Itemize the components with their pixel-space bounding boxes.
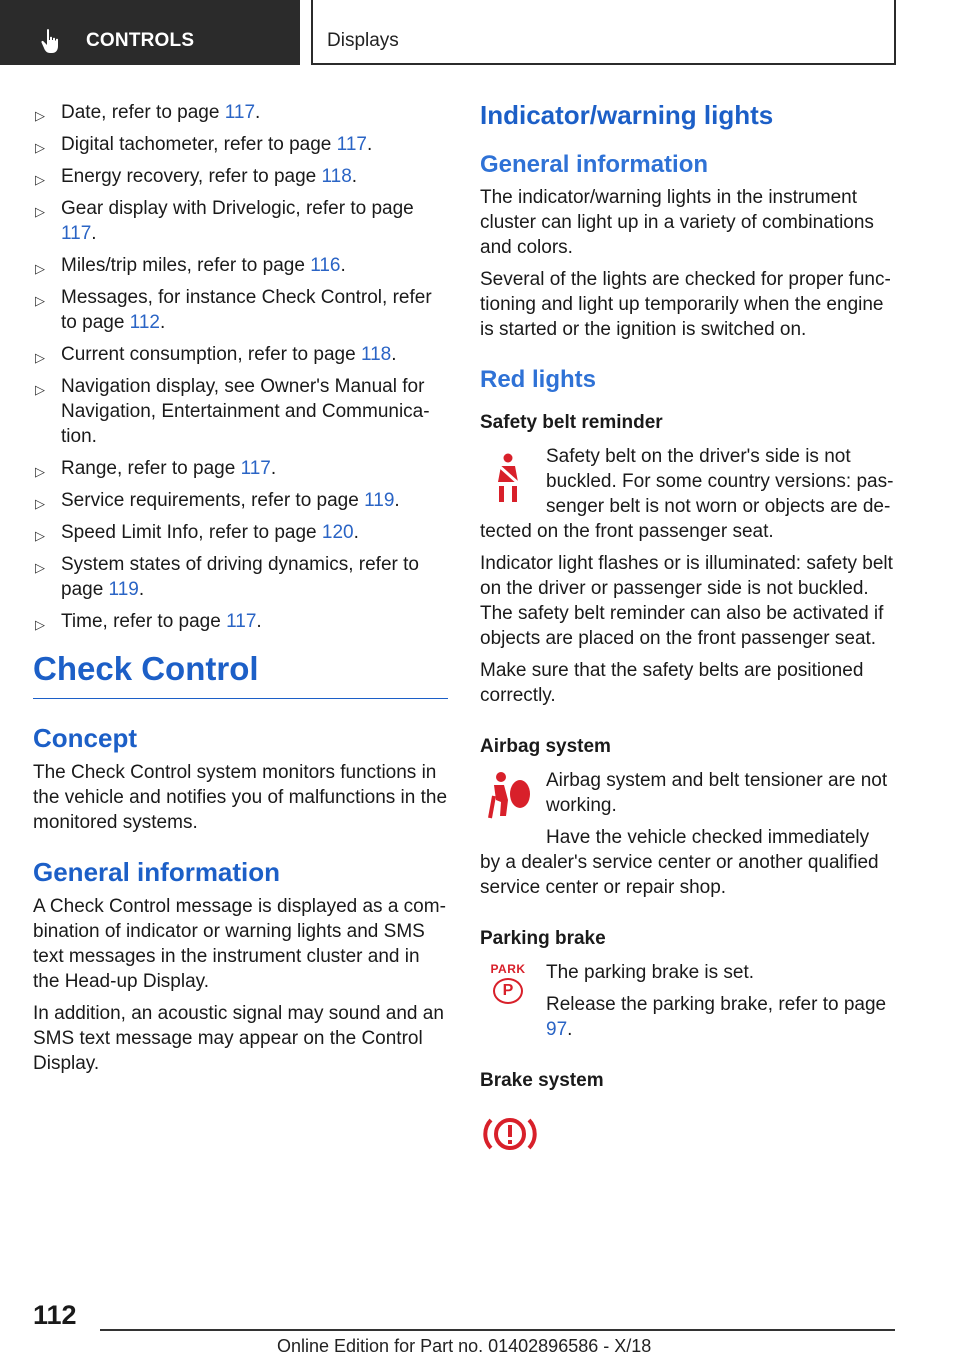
display-item (33, 456, 448, 481)
belt-text-3: Make sure that the safety belts are positioned correctly. (480, 660, 864, 706)
bullet-triangle-icon: ▷ (35, 528, 45, 543)
display-item-text: Date, refer to page (61, 102, 225, 123)
display-item-text: Navigation display, see Owner's Manual for Navigation, Entertainment and Communica-tion. (61, 376, 430, 447)
display-item-text: Energy recovery, refer to page (61, 166, 322, 187)
indicator-lights-heading: Indicator/warning lights (480, 100, 774, 130)
page-reference-link[interactable]: 117 (336, 134, 367, 155)
red-lights-heading: Red lights (480, 366, 597, 393)
airbag-heading: Airbag system (480, 736, 611, 757)
chapter-tab (311, 0, 896, 65)
park-icon-letter: P (502, 982, 514, 999)
right-column (480, 100, 896, 1159)
page-reference-link[interactable]: 119 (364, 490, 395, 511)
display-item-end: . (353, 522, 359, 543)
bullet-triangle-icon: ▷ (35, 464, 45, 479)
display-item-end: . (391, 344, 397, 365)
display-item-end: . (394, 490, 400, 511)
page-reference-link[interactable]: 118 (321, 166, 352, 187)
page-reference-link[interactable]: 112 (129, 312, 160, 333)
display-item-end: . (256, 611, 262, 632)
display-item (33, 488, 448, 513)
airbag-text-2a: Have the vehicle checked immediately (546, 827, 870, 848)
page-reference-link[interactable]: 117 (61, 223, 92, 244)
right-general-heading: General information (480, 151, 709, 178)
display-item-text: Digital tachometer, refer to page (61, 134, 337, 155)
page-reference-link[interactable]: 120 (321, 522, 354, 543)
check-control-heading: Check Control (33, 650, 448, 699)
page-reference-link[interactable]: 117 (226, 611, 257, 632)
display-item (33, 253, 448, 278)
belt-heading: Safety belt reminder (480, 412, 663, 433)
display-item-text: Current consumption, refer to page (61, 344, 361, 365)
airbag-text-2b: by a dealer's service center or another qualified service center or repair shop. (480, 852, 879, 898)
display-item (33, 196, 448, 246)
display-item (33, 164, 448, 189)
bullet-triangle-icon: ▷ (35, 560, 45, 575)
brake-warning-icon (482, 1114, 538, 1154)
page-reference-link[interactable]: 117 (240, 458, 271, 479)
bullet-triangle-icon: ▷ (35, 293, 45, 308)
airbag-warning-icon (486, 770, 534, 822)
brake-heading: Brake system (480, 1070, 604, 1091)
bullet-triangle-icon: ▷ (35, 261, 45, 276)
parking-text-2 (546, 992, 896, 1042)
left-column (33, 100, 448, 1083)
parking-text-2-body: Release the parking brake, refer to page (546, 994, 887, 1015)
display-item (33, 342, 448, 367)
page-header (0, 0, 960, 66)
display-item-text: Range, refer to page (61, 458, 241, 479)
parking-text-2-end: . (567, 1019, 573, 1040)
display-item-text: Messages, for instance Check Control, refer to page (61, 287, 432, 333)
page-reference-link[interactable]: 118 (360, 344, 392, 365)
display-item-text: System states of driving dynamics, refer to page (61, 554, 419, 600)
display-item-end: . (91, 223, 97, 244)
edition-text: Online Edition for Part no. 01402896586 - X/18 (277, 1336, 652, 1356)
left-general-text-1: A Check Control message is displayed as a com-bination of indicator or warning lights and SMS text messages in the instrument cluster and in the Head-up Display. (33, 896, 446, 992)
display-item-text: Miles/trip miles, refer to page (61, 255, 311, 276)
display-items-list (33, 100, 448, 634)
display-item-end: . (366, 134, 373, 155)
parking-text-1: The parking brake is set. (546, 962, 755, 983)
bullet-triangle-icon: ▷ (35, 204, 45, 219)
display-item (33, 552, 448, 602)
display-item-text: Service requirements, refer to page (61, 490, 365, 511)
display-item (33, 132, 448, 157)
parking-page-link[interactable]: 97 (546, 1019, 568, 1040)
display-item-text: Gear display with Drivelogic, refer to page (61, 198, 414, 219)
belt-text-1a: Safety belt on the driver's side is not buckled. For some country versions: pas-senger belt is not worn or objects are de- (546, 446, 894, 517)
parking-warning (480, 960, 896, 1042)
bullet-triangle-icon: ▷ (35, 172, 45, 187)
display-item (33, 520, 448, 545)
airbag-text-1: Airbag system and belt tensioner are not working. (546, 770, 888, 816)
belt-warning (480, 444, 896, 519)
right-general-text-1: The indicator/warning lights in the instrument cluster can light up in a variety of combinations and colors. (480, 187, 874, 258)
seatbelt-warning-icon (486, 452, 530, 504)
display-item-text: Speed Limit Info, refer to page (61, 522, 322, 543)
display-item (33, 609, 448, 634)
section-title: CONTROLS (86, 30, 195, 51)
bullet-triangle-icon: ▷ (35, 496, 45, 511)
bullet-triangle-icon: ▷ (35, 382, 45, 397)
display-item-end: . (340, 255, 346, 276)
parking-brake-icon (490, 962, 526, 1006)
display-item-end: . (159, 312, 166, 333)
parking-heading: Parking brake (480, 928, 606, 949)
display-item (33, 100, 448, 125)
footer-divider (100, 1329, 895, 1331)
right-general-text-2: Several of the lights are checked for proper func-tioning and light up temporarily when the engine is started or the ignition is switched on. (480, 269, 891, 340)
bullet-triangle-icon: ▷ (35, 108, 45, 123)
park-icon-label: PARK (490, 962, 526, 976)
display-item-text: Time, refer to page (61, 611, 227, 632)
bullet-triangle-icon: ▷ (35, 617, 45, 632)
page-reference-link[interactable]: 117 (224, 102, 256, 123)
left-general-text-2: In addition, an acoustic signal may sound and an SMS text message may appear on the Control Display. (33, 1003, 444, 1074)
page-number: 112 (33, 1300, 77, 1330)
section-tab (0, 0, 300, 65)
left-general-heading: General information (33, 857, 281, 887)
concept-heading: Concept (33, 723, 137, 753)
display-item (33, 374, 448, 449)
page-reference-link[interactable]: 119 (108, 579, 139, 600)
bullet-triangle-icon: ▷ (35, 140, 45, 155)
hand-pointer-icon (40, 28, 64, 54)
page-reference-link[interactable]: 116 (310, 255, 341, 276)
display-item (33, 285, 448, 335)
concept-text: The Check Control system monitors functions in the vehicle and notifies you of malfunctions in the monitored systems. (33, 762, 448, 833)
display-item-end: . (270, 458, 277, 479)
airbag-warning (480, 768, 896, 850)
belt-text-1b: tected on the front passenger seat. (480, 521, 774, 542)
display-item-end: . (255, 102, 261, 123)
belt-text-2: Indicator light flashes or is illuminated: safety belt on the driver or passenger side is not buckled. The safety belt reminder can also be activated if objects are placed on the front passenger seat. (480, 553, 893, 649)
display-item-end: . (138, 579, 145, 600)
chapter-title: Displays (327, 30, 399, 51)
bullet-triangle-icon: ▷ (35, 350, 45, 365)
display-item-end: . (351, 166, 358, 187)
